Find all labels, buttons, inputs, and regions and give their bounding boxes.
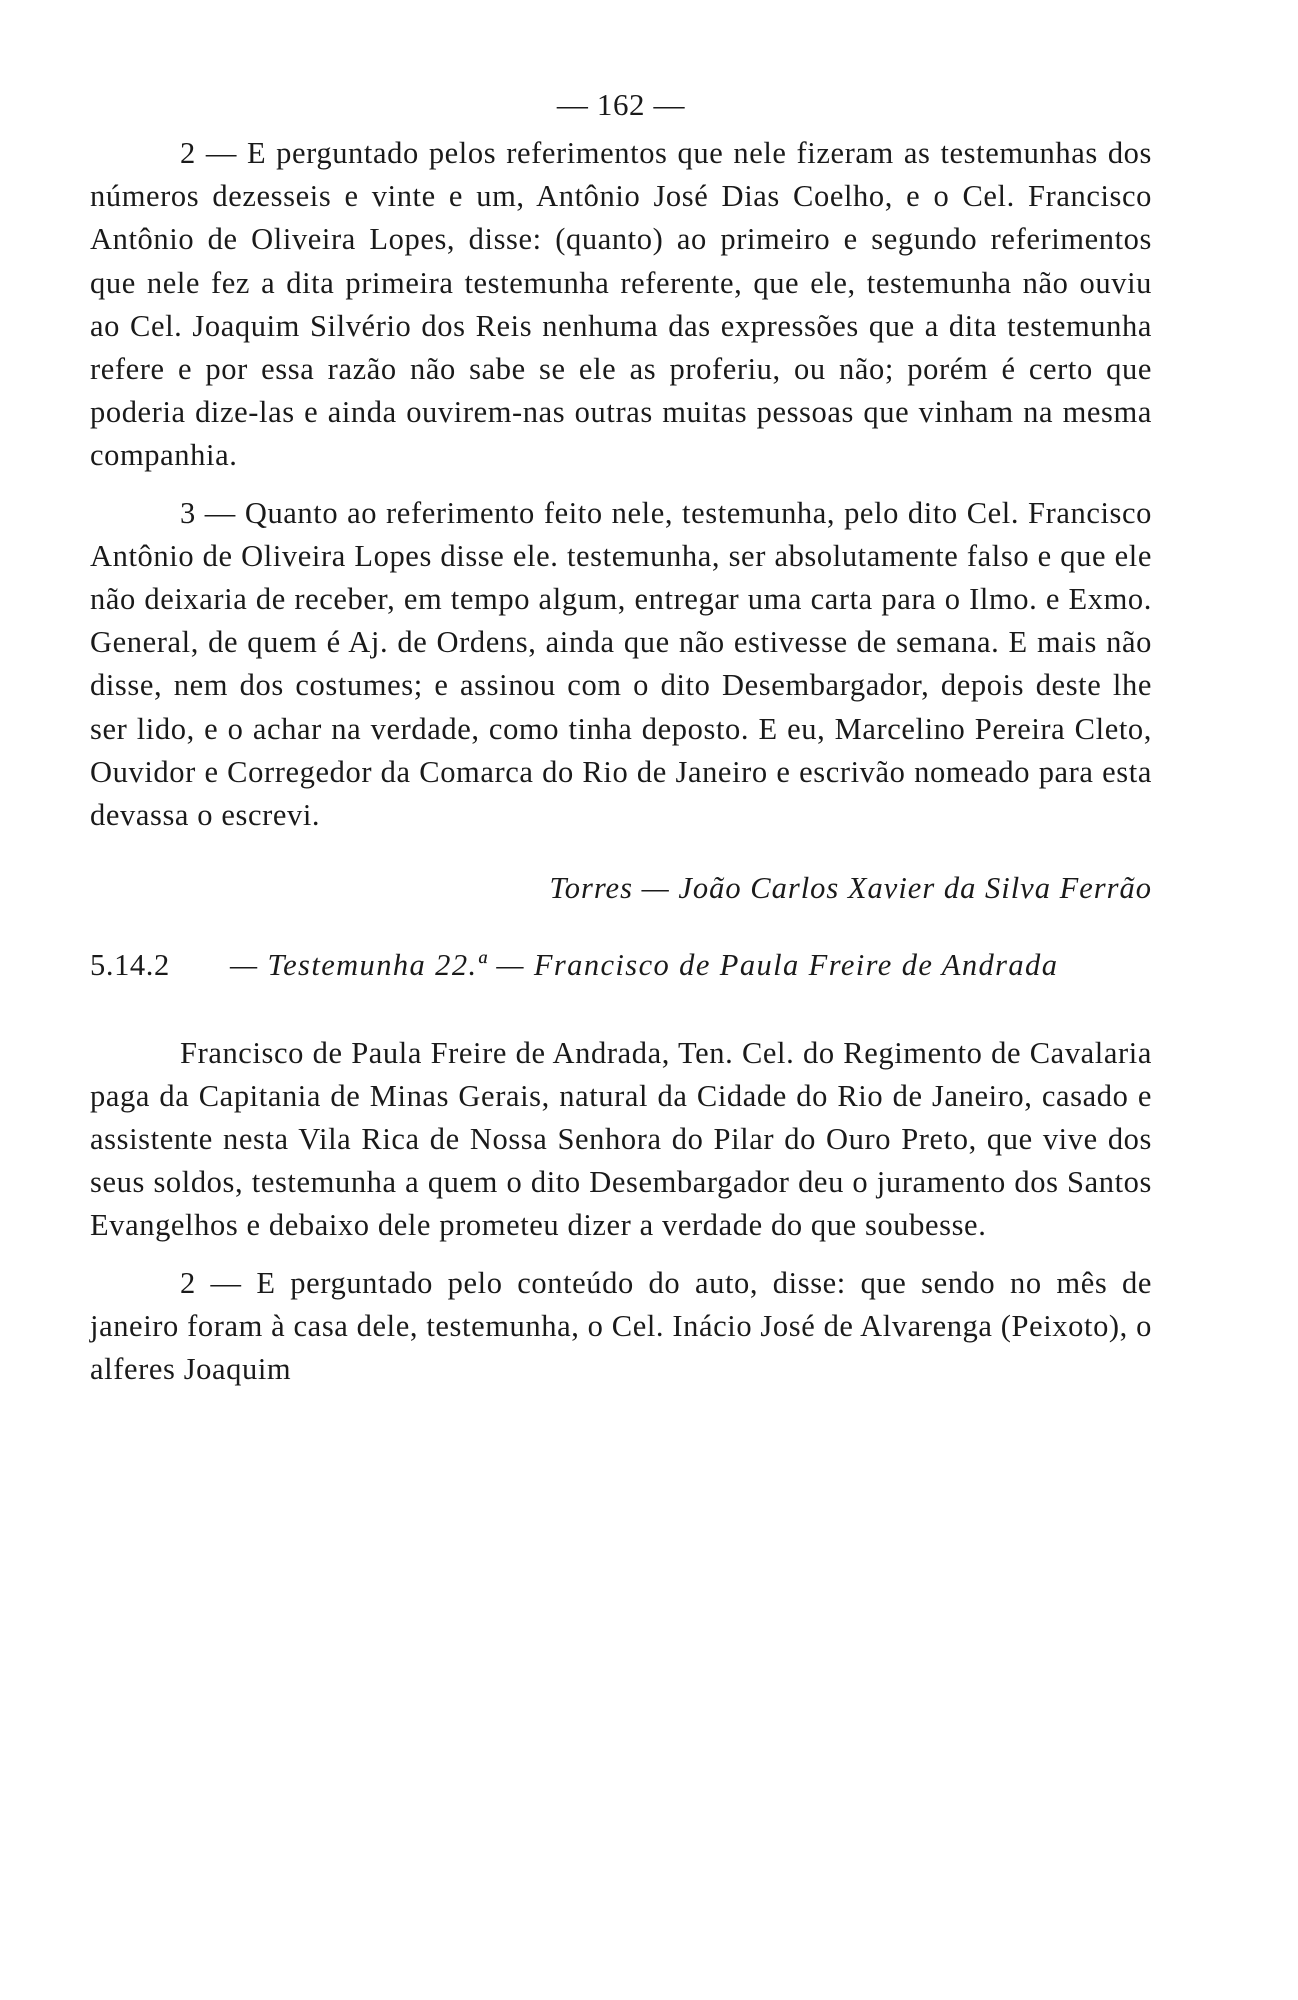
paragraph-3-referimento: 3 — Quanto ao referimento feito nele, testemunha, pelo dito Cel. Francisco Antônio de Oliveira Lopes disse ele. testemunha, ser absolutamente falso e que ele não deixaria de receber, em tempo algum, entregar uma carta para o Ilmo. e Exmo. General, de quem é Aj. de Ordens, ainda que não estivesse de semana. E mais não disse, nem dos costumes; e assinou com o dito Desembargador, depois deste lhe ser lido, e o achar na verdade, como tinha deposto. E eu, Marcelino Pereira Cleto, Ouvidor e Corregedor da Comarca do Rio de Janeiro e escrivão nomeado para esta devassa o escrevi. — [90, 495, 1152, 833]
paragraph-witness-intro: Francisco de Paula Freire de Andrada, Ten. Cel. do Regimento de Cavalaria paga da Capitania de Minas Gerais, natural da Cidade do Rio de Janeiro, casado e assistente nesta Vila Rica de Nossa Senhora do Pilar do Ouro Preto, que vive dos seus soldos, testemunha a quem o dito Desembargador deu o juramento dos Santos Evangelhos e debaixo dele prometeu dizer a verdade do que soubesse. — [90, 1035, 1152, 1243]
paragraph-2-referimentos: 2 — E perguntado pelos referimentos que nele fizeram as testemunhas dos números dezesseis e vinte e um, Antônio José Dias Coelho, e o Cel. Francisco Antônio de Oliveira Lopes, disse: (quanto) ao primeiro e segundo referimentos que nele fez a dita primeira testemunha referente, que ele, testemunha não ouviu ao Cel. Joaquim Silvério dos Reis nenhuma das expressões que a dita testemunha refere e por essa razão não sabe se ele as proferiu, ou não; porém é certo que poderia dize-las e ainda ouvirem-nas outras muitas pessoas que vinham na mesma companhia. — [90, 136, 1152, 473]
book-page — [90, 78, 1152, 1391]
entry-heading — [90, 944, 1152, 987]
page-number: — 162 — — [556, 87, 686, 122]
entry-title: — Testemunha 22.ª — Francisco de Paula Freire de Andrada — [230, 948, 1059, 983]
signature-line: Torres — João Carlos Xavier da Silva Ferrão — [549, 871, 1152, 906]
entry-reference-number: 5.14.2 — [90, 948, 170, 983]
paragraph-2-auto: 2 — E perguntado pelo conteúdo do auto, disse: que sendo no mês de janeiro foram à casa dele, testemunha, o Cel. Inácio José de Alvarenga (Peixoto), o alferes Joaquim — [90, 1265, 1152, 1387]
